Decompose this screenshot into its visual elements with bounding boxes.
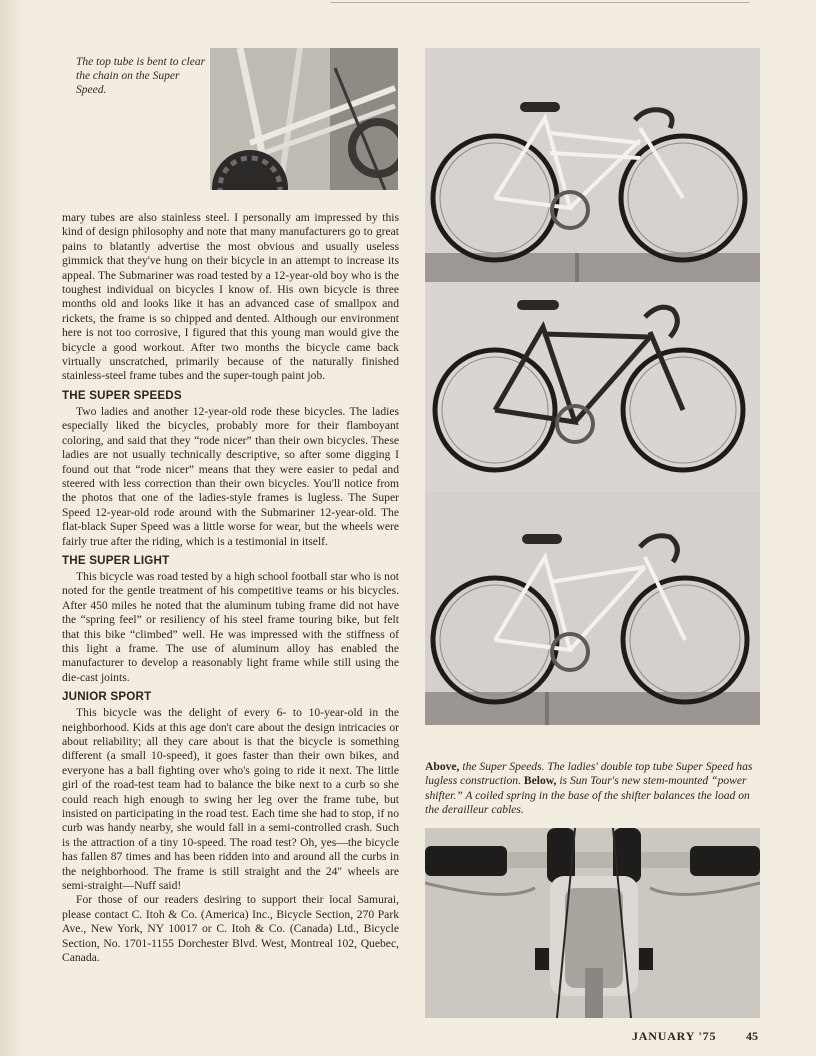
heading-junior-sport: JUNIOR SPORT (62, 690, 152, 704)
paragraph-super-light: This bicycle was road tested by a high school football star who is not noted for the gentle treatment of his competitive teams or his bicycles. After 450 miles he noted that the aluminum tubing frame did not have the “spring feel” or resiliency of his steel frame touring bike, but felt that this bike “climbed” well. He was impressed with the stiffness of this light a frame. The use of aluminum alloy has enabled the manufacturer to develop a reasonably light frame while still using the die-cast joints. (62, 569, 399, 684)
paragraph-submariner: mary tubes are also stainless steel. I personally am impressed by this kind of design philosophy and note that many manufacturers go to great pains to blatantly advertise the most obvious and usually useless gimmick that they've hung on their bicycle in an attempt to increase its appeal. The Submariner was road tested by a 12-year-old boy who is the toughest individual on bicycles I know of. His own bicycle is three months old and looks like it has an advanced case of smallpox and rickets, the frame is so chipped and dented. Although our environment here is not too corrosive, I figured that this young man would give the bicycle a good workout. After two months the bicycle came back virtually unscratched, primarily because of the naturally finished stainless-steel frame tubes and the super-tough paint job. (62, 211, 399, 383)
caption-below-text: is Sun Tour's new stem-mounted “power shifter.” A coiled spring in the base of the shifter balances the load on the derailleur cables. (425, 774, 750, 817)
caption-above-label: Above, (425, 760, 460, 773)
bicycle-photo-ladies-white (425, 48, 760, 282)
paragraph-contact: For those of our readers desiring to support their local Samurai, please contact C. Itoh & Co. (America) Inc., Bicycle Section, 270 Park Ave., New York, NY 10017 or C. Itoh & Co. (Canada) Ltd., Bicycle Section, No. 1701-1155 Dorchester Blvd. West, Montreal 102, Quebec, Canada. (62, 893, 399, 965)
bicycle-photo-black (425, 282, 760, 492)
top-tube-photo (210, 48, 398, 190)
caption-below-label: Below, (523, 774, 557, 788)
caption-above-text: the Super Speeds. The ladies' double top tube Super Speed has lugless construction. (425, 760, 753, 788)
footer-page-number: 45 (746, 1029, 758, 1043)
paragraph-junior-sport: This bicycle was the delight of every 6- to 10-year-old in the neighborhood. Kids at this age don't care about the design intricacies or about reliability; all they care about is that the bicycle is something different (a small 10-speed), it goes faster than their own bikes, and everyone has a ball fighting over who's going to ride it next. The little girl of the road-test team had to balance the bike next to a curb so she could reach high enough to swing her leg over the frame tube, but insisted on participating in the road test. Each time she had to stop, if no curb was handy nearby, she would fall in a semi-controlled crash. Such is the attraction of a tiny 10-speed. The road test? Oh, yes—the bicycle has fallen 87 times and has been ridden into and around all the curbs in the neighborhood. The frame is still straight and the 24″ wheels are semi-straight—Nuff said! (62, 706, 399, 893)
heading-super-speeds: THE SUPER SPEEDS (62, 388, 182, 402)
power-shifter-photo (425, 828, 760, 1018)
footer-issue-date: JANUARY '75 (632, 1029, 717, 1043)
top-tube-caption: The top tube is bent to clear the chain on the Super Speed. (76, 56, 206, 96)
page-binding-edge (0, 0, 24, 1056)
paragraph-super-speeds: Two ladies and another 12-year-old rode these bicycles. The ladies especially liked the bicycles, probably more for their flamboyant coloring, and said that they “rode nicer” than their own bicycles. These ladies are not usually technically descriptive, so after some digging I found out that “rode nicer” means that they were easier to pedal and steered with less correction than their own bicycles. You'll notice from the photos that one of the ladies-style frames is lugless. The Super Speed 12-year-old rode around with the Submariner 12-year-old. The flat-black Super Speed was a little worse for wear, but the wheels were fairly true after the riding, which is a testimonial in itself. (62, 404, 399, 548)
heading-super-light: THE SUPER LIGHT (62, 553, 170, 567)
bicycles-caption (425, 760, 765, 818)
top-rule (330, 2, 750, 3)
article-body (62, 211, 399, 966)
bicycle-photo-ladies-silver (425, 492, 760, 725)
